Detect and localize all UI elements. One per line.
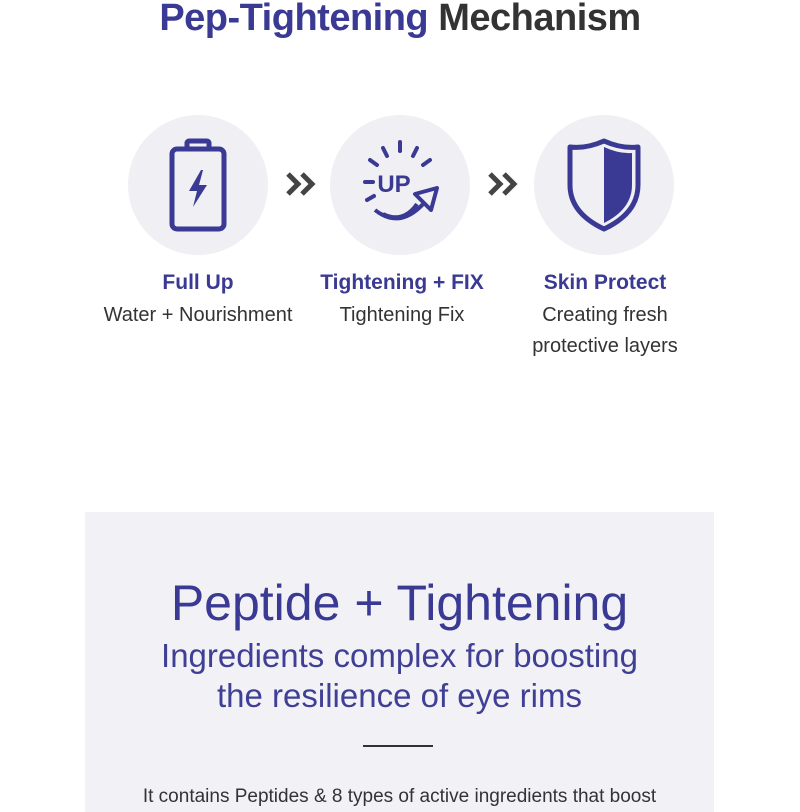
panel-heading xyxy=(85,572,714,634)
panel-subtitle-line-1: Ingredients complex for boosting xyxy=(161,637,638,674)
up-arrow-burst-icon xyxy=(345,130,455,240)
panel-subtitle-line-2: the resilience of eye rims xyxy=(217,677,582,714)
divider xyxy=(363,745,433,747)
step-title: Skin Protect xyxy=(543,271,667,294)
shield-icon xyxy=(562,135,646,235)
step-1-icon-circle xyxy=(128,115,268,255)
up-icon-text: UP xyxy=(377,171,411,198)
step-description-line-1: Creating fresh xyxy=(542,304,668,326)
panel-body-text: It contains Peptides & 8 types of active ingredients that boost xyxy=(142,786,657,807)
step-2-icon-circle xyxy=(330,115,470,255)
panel-heading-part-2: Tightening xyxy=(396,575,629,631)
step-description-line-2: protective layers xyxy=(532,335,678,357)
step-3-icon-circle xyxy=(534,115,674,255)
chevron-double-right-icon xyxy=(284,166,320,202)
panel-heading-plus: + xyxy=(354,575,384,631)
info-panel xyxy=(85,512,714,812)
step-title: Full Up xyxy=(162,271,234,294)
step-skin-protect xyxy=(485,268,725,362)
step-title: Tightening + FIX xyxy=(320,271,484,294)
step-description: Tightening Fix xyxy=(339,304,465,326)
title-rest: Mechanism xyxy=(438,0,641,39)
page-title xyxy=(0,0,800,42)
title-accent: Pep-Tightening xyxy=(159,0,429,39)
panel-subtitle xyxy=(85,636,714,716)
battery-charging-icon xyxy=(163,135,233,235)
panel-heading-part-1: Peptide xyxy=(170,575,341,631)
chevron-double-right-icon xyxy=(486,166,522,202)
step-description: Water + Nourishment xyxy=(103,304,293,326)
